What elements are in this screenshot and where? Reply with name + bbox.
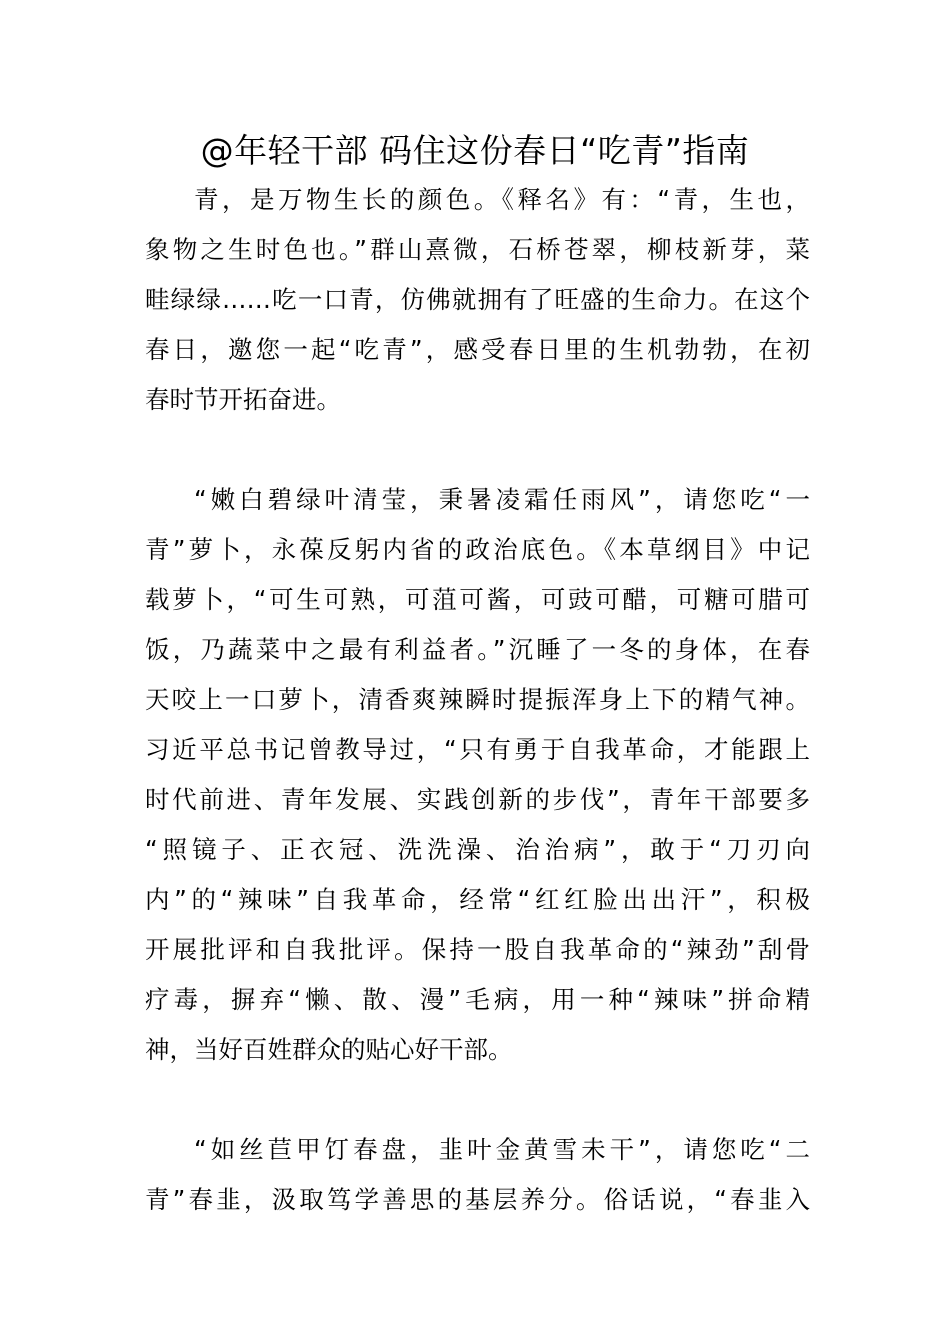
- paragraph-2-line-6: 习近平总书记曾教导过，“只有勇于自我革命，才能跟上: [145, 735, 810, 764]
- paragraph-2-line-3: 载萝卜，“可生可熟，可菹可酱，可豉可醋，可糖可腊可: [145, 585, 810, 614]
- paragraph-3-line-2: 青”春韭，汲取笃学善思的基层养分。俗话说，“春韭入: [145, 1185, 810, 1214]
- paragraph-2-line-12: 神，当好百姓群众的贴心好干部。: [145, 1035, 513, 1064]
- document-title: @年轻干部 码住这份春日“吃青”指南: [200, 131, 750, 170]
- paragraph-2-line-10: 开展批评和自我批评。保持一股自我革命的“辣劲”刮骨: [145, 935, 810, 964]
- paragraph-2-line-2: 青”萝卜，永葆反躬内省的政治底色。《本草纲目》中记: [145, 535, 810, 564]
- paragraph-2-line-9: 内”的“辣味”自我革命，经常“红红脸出出汗”，积极: [145, 885, 810, 914]
- document-body: [145, 175, 810, 1225]
- paragraph-1-line-2: 象物之生时色也。”群山熹微，石桥苍翠，柳枝新芽，菜: [145, 235, 810, 264]
- paragraph-2-line-8: “照镜子、正衣冠、洗洗澡、治治病”，敢于“刀刃向: [145, 835, 810, 864]
- paragraph-1-line-3: 畦绿绿……吃一口青，仿佛就拥有了旺盛的生命力。在这个: [145, 285, 810, 314]
- paragraph-2-line-7: 时代前进、青年发展、实践创新的步伐”，青年干部要多: [145, 785, 810, 814]
- paragraph-spacer: [145, 1075, 810, 1125]
- paragraph-1-line-4: 春日，邀您一起“吃青”，感受春日里的生机勃勃，在初: [145, 335, 810, 364]
- paragraph-spacer: [145, 425, 810, 475]
- paragraph-1-line-1: 青，是万物生长的颜色。《释名》有：“青，生也，: [194, 185, 810, 214]
- paragraph-1-line-5: 春时节开拓奋进。: [145, 385, 341, 414]
- paragraph-2-line-4: 饭，乃蔬菜中之最有利益者。”沉睡了一冬的身体，在春: [145, 635, 810, 664]
- paragraph-3-line-1: “如丝苣甲饤春盘，韭叶金黄雪未干”，请您吃“二: [194, 1135, 810, 1164]
- paragraph-2-line-1: “嫩白碧绿叶清莹，秉暑凌霜任雨风”，请您吃“一: [194, 485, 810, 514]
- paragraph-2-line-11: 疗毒，摒弃“懒、散、漫”毛病，用一种“辣味”拼命精: [145, 985, 810, 1014]
- paragraph-2-line-5: 天咬上一口萝卜，清香爽辣瞬时提振浑身上下的精气神。: [145, 685, 810, 714]
